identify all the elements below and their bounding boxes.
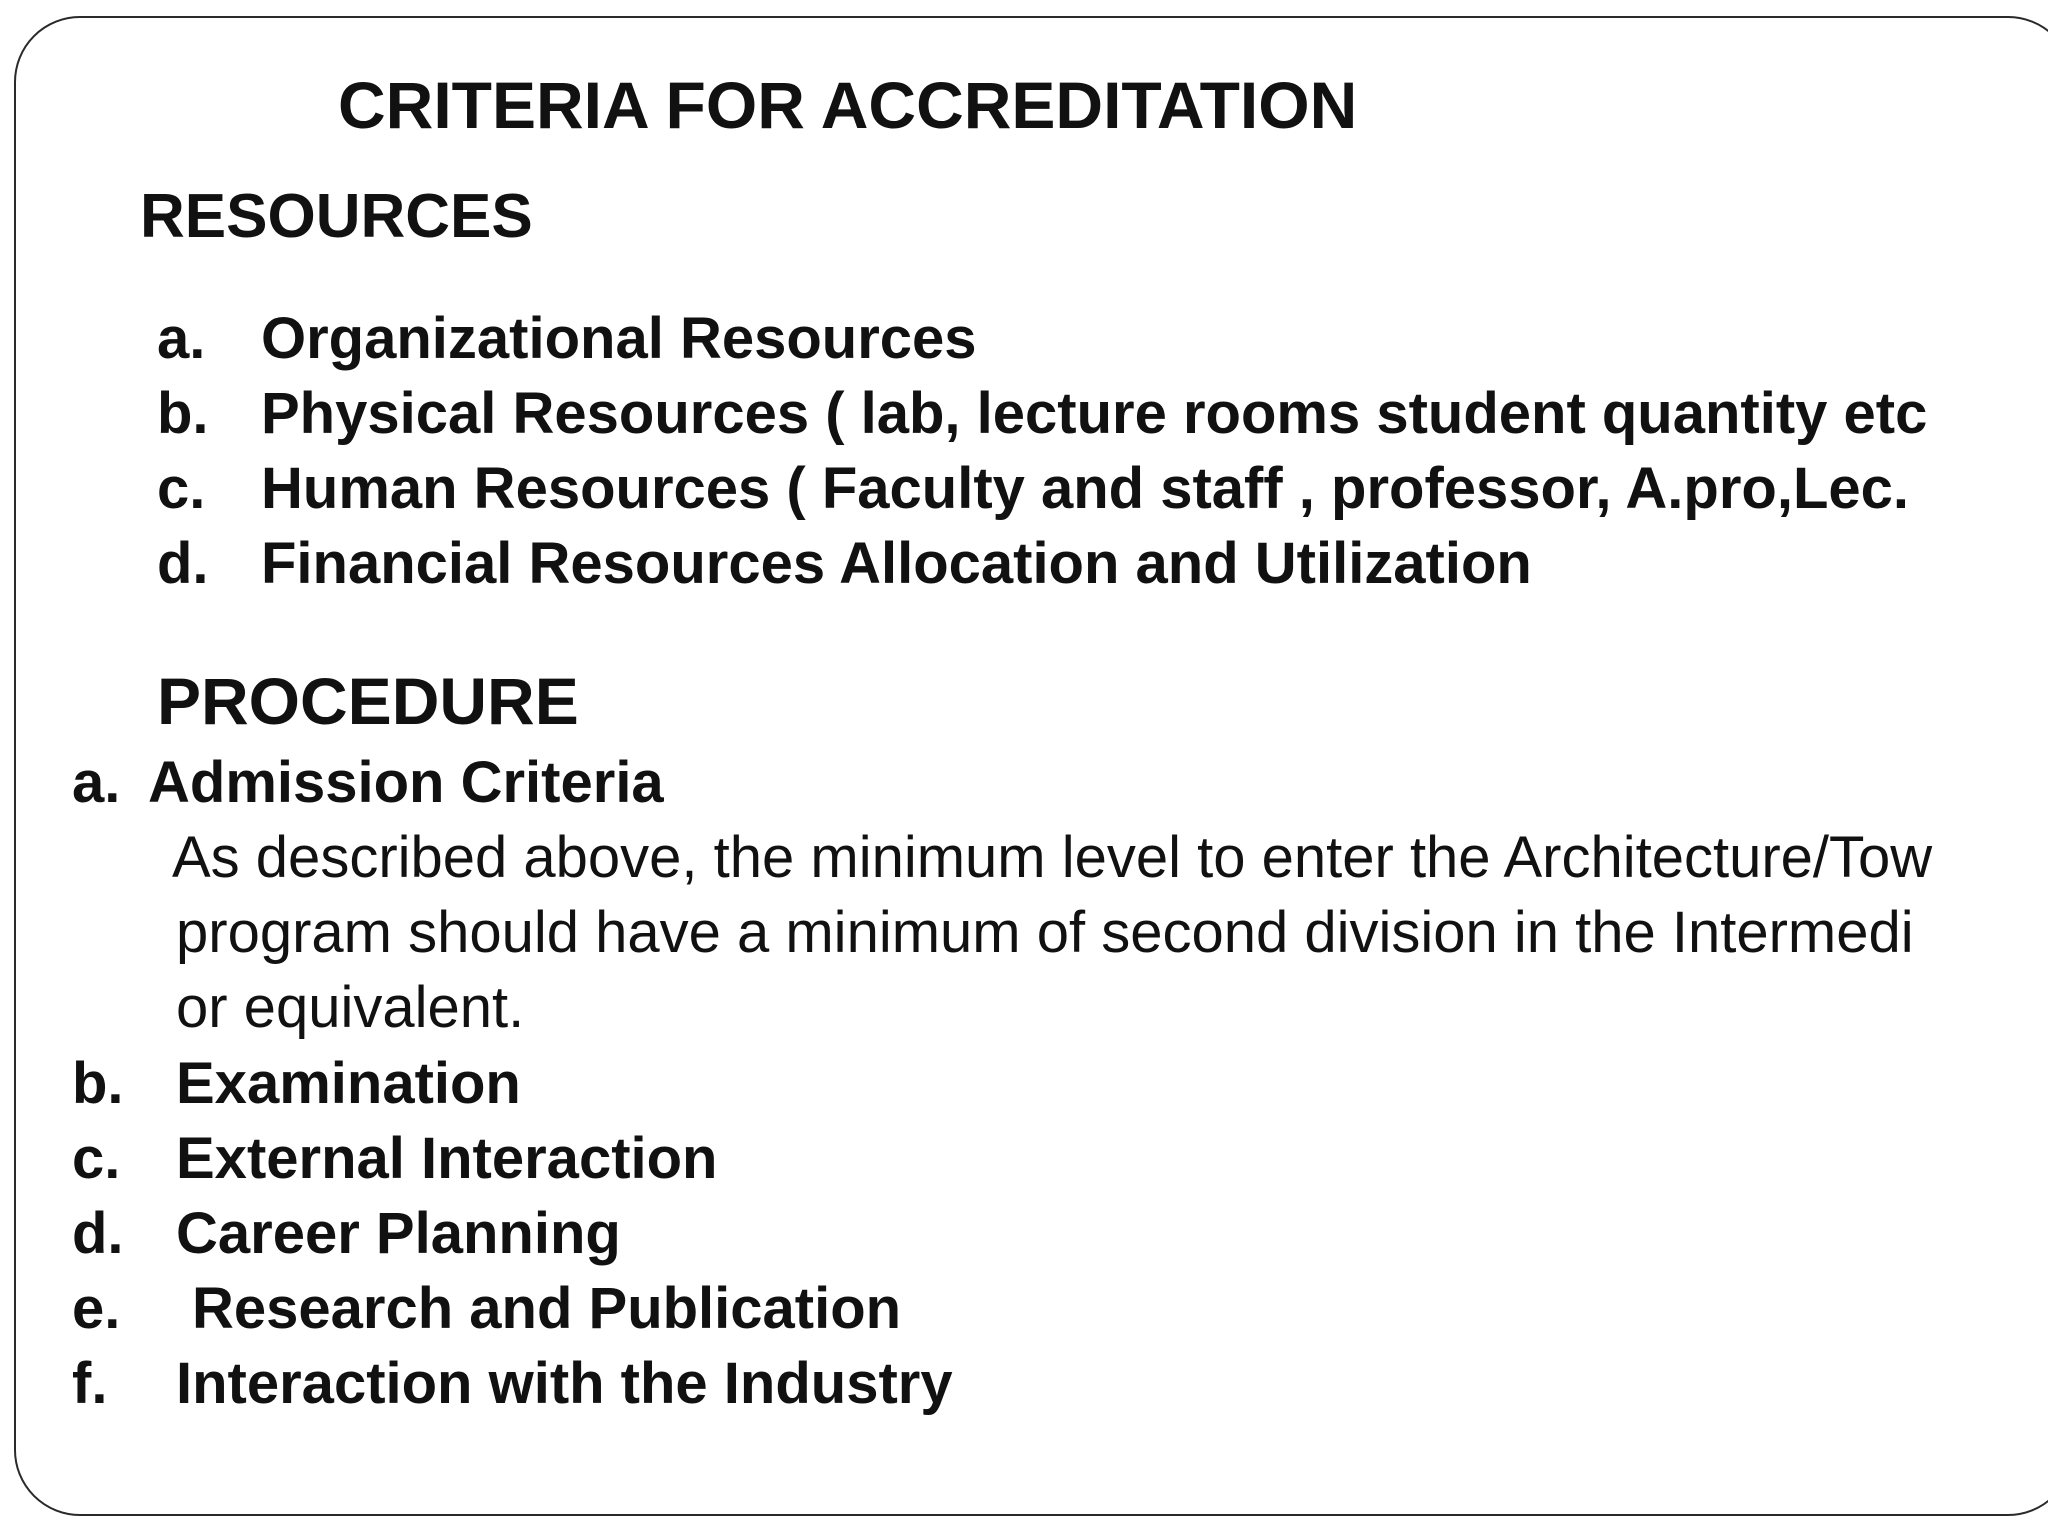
resource-item-physical [157, 379, 1927, 449]
resource-item-financial [157, 529, 1532, 599]
list-marker: c. [157, 456, 206, 521]
procedure-item-examination [72, 1049, 521, 1119]
list-marker: e. [72, 1276, 121, 1341]
list-item-text: Human Resources ( Faculty and staff , professor, A.pro,Lec. [261, 456, 1910, 521]
list-item-text: Examination [176, 1051, 521, 1116]
procedure-item-career-planning [72, 1199, 621, 1269]
admission-description-line: As described above, the minimum level to enter the Architecture/Tow [172, 825, 1933, 890]
procedure-item-industry [72, 1349, 953, 1419]
procedure-item-external-interaction [72, 1124, 717, 1194]
resources-heading: RESOURCES [140, 182, 533, 251]
list-marker: a. [157, 306, 206, 371]
list-marker: d. [72, 1201, 124, 1266]
list-marker: b. [157, 381, 209, 446]
list-item-text: Physical Resources ( lab, lecture rooms student quantity etc [261, 381, 1928, 446]
list-item-text: Financial Resources Allocation and Utilization [261, 531, 1532, 596]
admission-description-line: or equivalent. [176, 975, 525, 1040]
list-marker: f. [72, 1351, 108, 1416]
admission-description-line: program should have a minimum of second division in the Intermedi [176, 900, 1914, 965]
list-marker: d. [157, 531, 209, 596]
list-item-text: External Interaction [176, 1126, 718, 1191]
procedure-heading: PROCEDURE [157, 664, 579, 738]
list-marker: c. [72, 1126, 121, 1191]
slide-title: CRITERIA FOR ACCREDITATION [338, 68, 1358, 142]
list-marker: a. [72, 750, 121, 815]
procedure-item-research [72, 1274, 901, 1344]
list-item-text: Research and Publication [192, 1276, 902, 1341]
list-item-text: Organizational Resources [261, 306, 977, 371]
list-marker: b. [72, 1051, 124, 1116]
resource-item-organizational [157, 304, 977, 374]
list-item-text: Interaction with the Industry [176, 1351, 953, 1416]
list-item-text: Career Planning [176, 1201, 621, 1266]
procedure-item-admission [72, 748, 664, 818]
resource-item-human [157, 454, 1909, 524]
list-item-text: Admission Criteria [148, 750, 664, 815]
